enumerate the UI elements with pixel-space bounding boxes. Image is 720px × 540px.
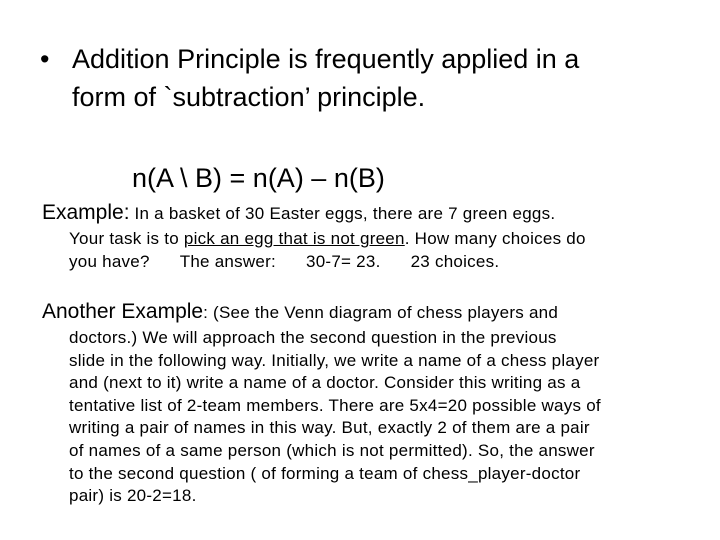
example-first-line — [42, 199, 692, 228]
example-lead: Example: — [42, 201, 130, 224]
another-example-first-line — [42, 298, 692, 327]
bullet-marker: • — [40, 44, 50, 74]
example-line-3 — [42, 251, 692, 274]
example-line-2-pre: Your task is to — [69, 229, 184, 248]
another-example-first-line-text: : (See the Venn diagram of chess players and — [203, 303, 559, 322]
bullet-text-line-1: Addition Principle is frequently applied in a — [72, 44, 580, 74]
another-example-line: to the second question ( of forming a team of chess_player-doctor — [69, 463, 581, 483]
subtraction-formula: n(A \ B) = n(A) – n(B) — [132, 163, 385, 193]
example-result: 23 choices. — [410, 251, 500, 271]
another-example-lead: Another Example — [42, 300, 204, 323]
example-answer-label: The answer: — [179, 251, 276, 271]
main-bullet — [40, 40, 700, 116]
another-example-line: doctors.) We will approach the second question in the previous — [69, 328, 557, 347]
another-example-line: tentative list of 2-team members. There are 5x4=20 possible ways of — [69, 395, 601, 415]
example-line-2 — [42, 228, 692, 251]
example-calculation: 30-7= 23. — [306, 251, 381, 271]
bullet-text-line-2: form of `subtraction’ principle. — [72, 82, 426, 112]
another-example-line: and (next to it) write a name of a doctor. Consider this writing as a — [69, 373, 581, 393]
example-line-2-post: . How many choices do — [404, 229, 586, 248]
example-first-line-text: In a basket of 30 Easter eggs, there are 7 green eggs. — [129, 204, 556, 223]
another-example-paragraph — [42, 298, 692, 508]
another-example-line: pair) is 20-2=18. — [69, 486, 197, 506]
example-paragraph — [42, 199, 692, 273]
another-example-line: of names of a same person (which is not permitted). So, the answer — [69, 440, 595, 460]
example-question: you have? — [69, 251, 150, 271]
example-underlined-text: pick an egg that is not green — [183, 229, 405, 248]
another-example-line: slide in the following way. Initially, we write a name of a chess player — [69, 350, 600, 370]
another-example-line: writing a pair of names in this way. But, exactly 2 of them are a pair — [69, 418, 590, 438]
